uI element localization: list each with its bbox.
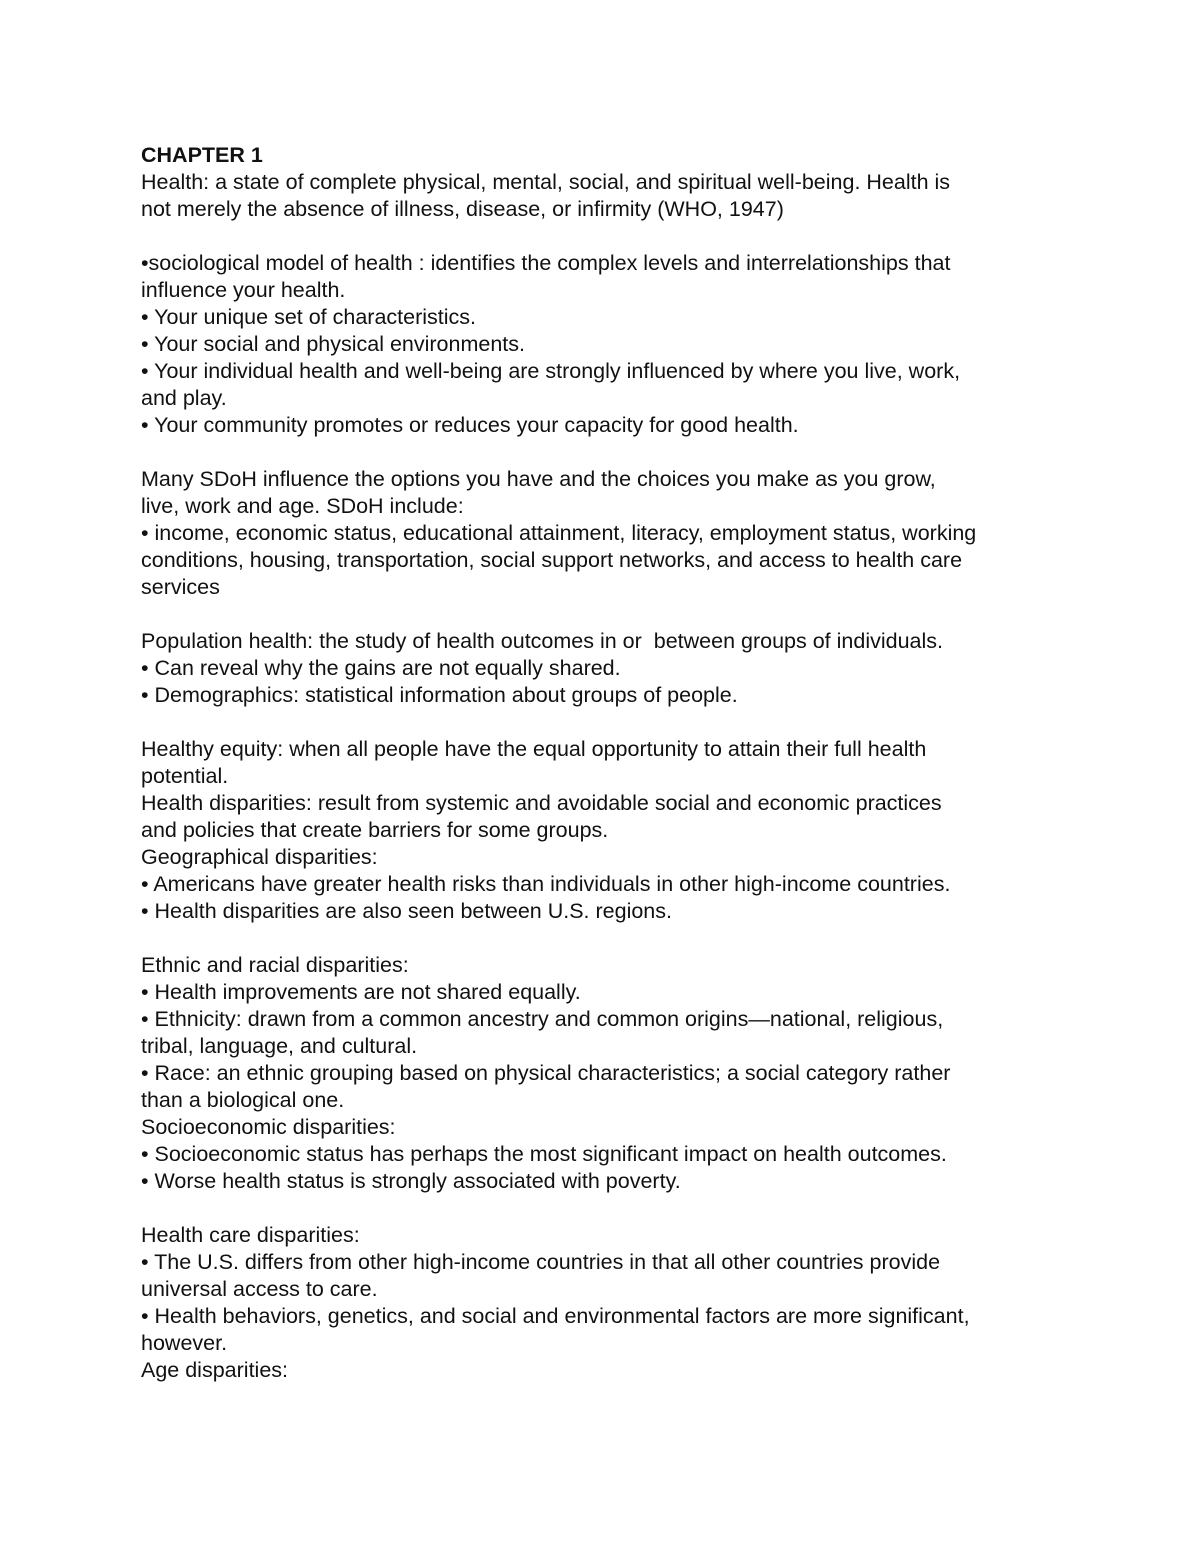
- subheading-line: Geographical disparities:: [141, 845, 378, 869]
- text-line: services: [141, 575, 220, 599]
- paragraph-spacer: [141, 601, 1071, 628]
- paragraph-health-care-disparities: [141, 1222, 1071, 1384]
- text-line: however.: [141, 1331, 228, 1355]
- text-line: influence your health.: [141, 278, 346, 302]
- bullet-line: • Socioeconomic status has perhaps the most significant impact on health outcomes.: [141, 1142, 947, 1166]
- text-line: Health: a state of complete physical, mental, social, and spiritual well-being. Health is: [141, 170, 951, 194]
- bullet-line: • Worse health status is strongly associated with poverty.: [141, 1169, 681, 1193]
- bullet-line: • Your community promotes or reduces your capacity for good health.: [141, 413, 799, 437]
- text-line: tribal, language, and cultural.: [141, 1034, 418, 1058]
- paragraph-spacer: [141, 439, 1071, 466]
- subheading-line: Health care disparities:: [141, 1223, 360, 1247]
- paragraph-population-health: [141, 628, 1071, 709]
- bullet-line: • The U.S. differs from other high-income countries in that all other countries provide: [141, 1250, 941, 1274]
- chapter-title: CHAPTER 1: [141, 143, 263, 167]
- text-line: Population health: the study of health outcomes in or between groups of individuals.: [141, 629, 943, 653]
- paragraph-spacer: [141, 1195, 1071, 1222]
- paragraph-ethnic-racial-disparities: [141, 952, 1071, 1195]
- text-line: •sociological model of health : identifies the complex levels and interrelationships that: [141, 251, 951, 275]
- paragraph-health-equity: [141, 736, 1071, 925]
- text-line: Healthy equity: when all people have the equal opportunity to attain their full health: [141, 737, 927, 761]
- text-line: potential.: [141, 764, 229, 788]
- paragraph-sdoh: [141, 466, 1071, 601]
- bullet-line: • Health disparities are also seen between U.S. regions.: [141, 899, 672, 923]
- text-line: Many SDoH influence the options you have and the choices you make as you grow,: [141, 467, 936, 491]
- bullet-line: • Demographics: statistical information about groups of people.: [141, 683, 738, 707]
- text-line: conditions, housing, transportation, social support networks, and access to health care: [141, 548, 963, 572]
- text-line: and policies that create barriers for some groups.: [141, 818, 609, 842]
- text-line: universal access to care.: [141, 1277, 378, 1301]
- bullet-line: • Ethnicity: drawn from a common ancestry and common origins—national, religious,: [141, 1007, 944, 1031]
- subheading-line: Socioeconomic disparities:: [141, 1115, 396, 1139]
- text-line: live, work and age. SDoH include:: [141, 494, 464, 518]
- bullet-line: • Health behaviors, genetics, and social and environmental factors are more significant,: [141, 1304, 970, 1328]
- text-line: not merely the absence of illness, disease, or infirmity (WHO, 1947): [141, 197, 784, 221]
- bullet-line: • Can reveal why the gains are not equally shared.: [141, 656, 621, 680]
- text-line: and play.: [141, 386, 227, 410]
- document-body: [141, 142, 1071, 1384]
- paragraph-sociological-model: [141, 250, 1071, 439]
- bullet-line: • Race: an ethnic grouping based on physical characteristics; a social category rather: [141, 1061, 951, 1085]
- subheading-line: Age disparities:: [141, 1358, 288, 1382]
- bullet-line: • Your unique set of characteristics.: [141, 305, 476, 329]
- bullet-line: • income, economic status, educational attainment, literacy, employment status, working: [141, 521, 977, 545]
- paragraph-spacer: [141, 223, 1071, 250]
- bullet-line: • Your individual health and well-being are strongly influenced by where you live, work,: [141, 359, 961, 383]
- text-line: Health disparities: result from systemic and avoidable social and economic practices: [141, 791, 942, 815]
- subheading-line: Ethnic and racial disparities:: [141, 953, 409, 977]
- bullet-line: • Your social and physical environments.: [141, 332, 525, 356]
- paragraph-health-definition: [141, 169, 1071, 223]
- bullet-line: • Americans have greater health risks than individuals in other high-income countries.: [141, 872, 951, 896]
- bullet-line: • Health improvements are not shared equally.: [141, 980, 581, 1004]
- text-line: than a biological one.: [141, 1088, 345, 1112]
- paragraph-spacer: [141, 925, 1071, 952]
- paragraph-spacer: [141, 709, 1071, 736]
